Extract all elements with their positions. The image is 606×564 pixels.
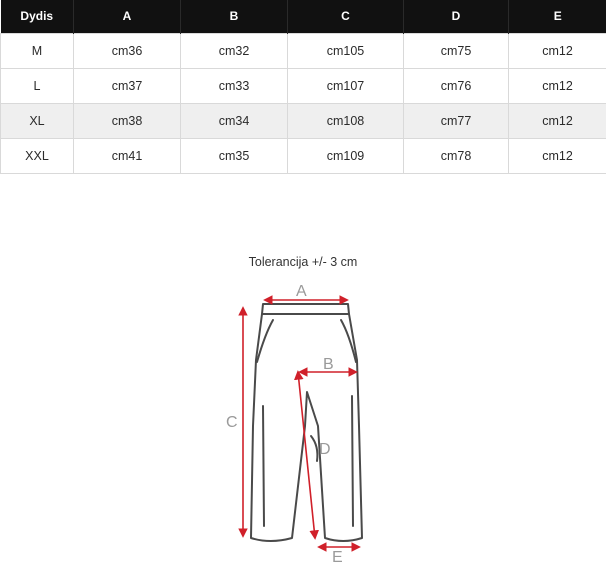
- label-b: B: [323, 356, 334, 373]
- header-size: Dydis: [20, 9, 54, 24]
- header-e: E: [509, 0, 606, 33]
- table-cell: cm12: [509, 138, 606, 173]
- table-cell: cm78: [404, 138, 509, 173]
- table-cell: cm35: [181, 138, 288, 173]
- tolerance-note: Tolerancija +/- 3 cm: [248, 255, 358, 269]
- crease-right: [352, 396, 353, 526]
- table-cell: cm32: [181, 33, 288, 68]
- header-d: D: [404, 0, 509, 33]
- label-a: A: [296, 283, 307, 300]
- table-cell: cm77: [404, 103, 509, 138]
- table-cell: cm37: [74, 68, 181, 103]
- table-cell: cm76: [404, 68, 509, 103]
- label-c: C: [226, 414, 238, 431]
- size-cell: M: [1, 33, 74, 68]
- table-cell: cm33: [181, 68, 288, 103]
- label-d: D: [319, 441, 331, 458]
- table-cell: cm41: [74, 138, 181, 173]
- table-row: [1, 33, 606, 68]
- label-e: E: [332, 549, 343, 564]
- table-cell: cm109: [288, 138, 404, 173]
- table-cell: cm12: [509, 103, 606, 138]
- waistband: [262, 304, 349, 314]
- table-cell: cm36: [74, 33, 181, 68]
- size-cell: L: [1, 68, 74, 103]
- table-cell: cm75: [404, 33, 509, 68]
- measurement-arrows: [243, 300, 359, 547]
- size-table: [0, 0, 606, 174]
- table-cell: cm107: [288, 68, 404, 103]
- pants-outline: [251, 304, 362, 541]
- table-cell: cm108: [288, 103, 404, 138]
- table-cell: cm105: [288, 33, 404, 68]
- size-cell: XL: [1, 103, 74, 138]
- table-row: [1, 138, 606, 173]
- table-header-row: [1, 0, 606, 33]
- header-b: B: [181, 0, 288, 33]
- crease-left: [263, 406, 264, 526]
- header-c: C: [288, 0, 404, 33]
- table-cell: cm12: [509, 33, 606, 68]
- table-row: [1, 68, 606, 103]
- pants-measurement-diagram: [215, 276, 385, 564]
- size-cell: XXL: [1, 138, 74, 173]
- table-cell: cm34: [181, 103, 288, 138]
- knee-fold: [311, 436, 317, 461]
- pants-diagram-svg: [215, 276, 385, 564]
- table-cell: cm38: [74, 103, 181, 138]
- header-a: A: [74, 0, 181, 33]
- pants-body: [251, 314, 362, 541]
- table-row: [1, 103, 606, 138]
- table-cell: cm12: [509, 68, 606, 103]
